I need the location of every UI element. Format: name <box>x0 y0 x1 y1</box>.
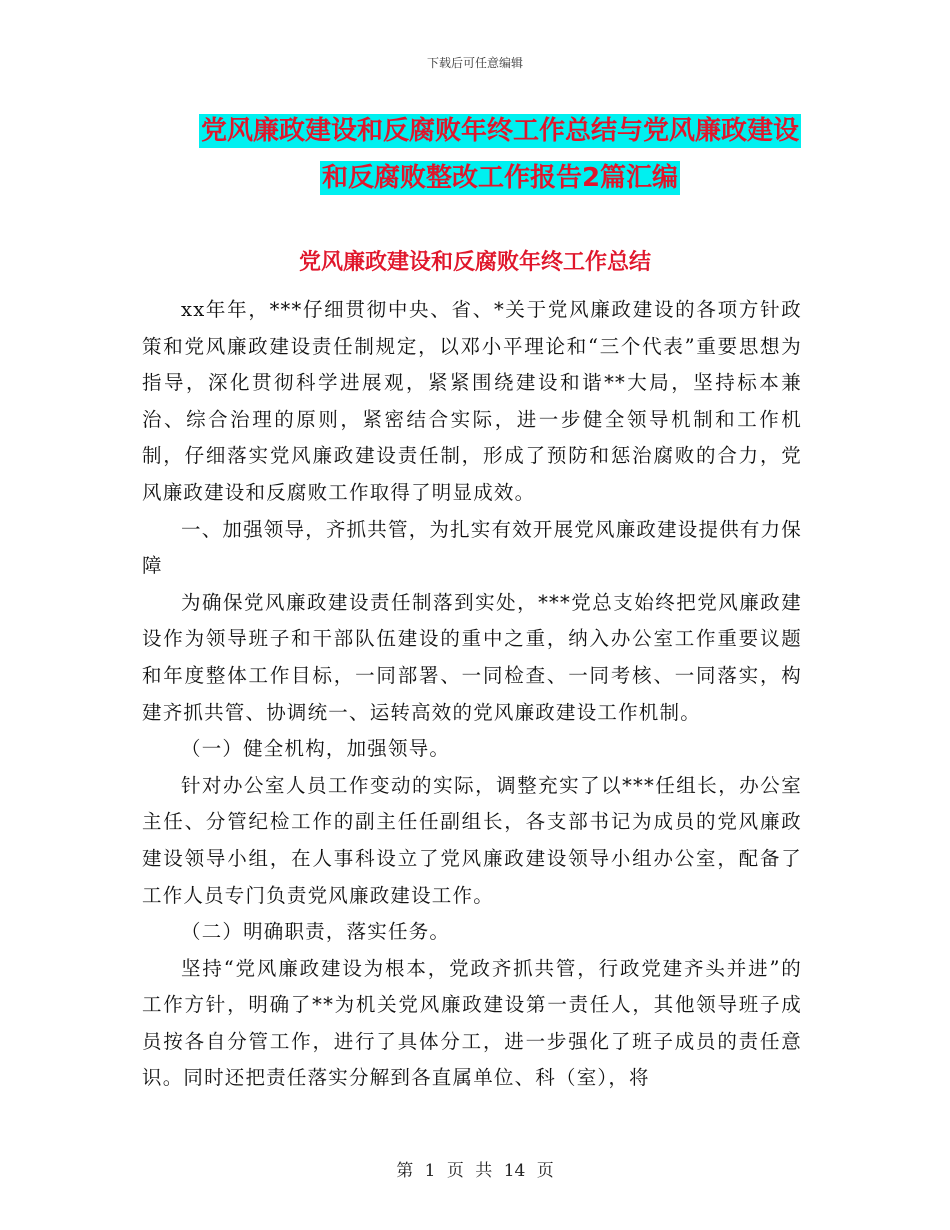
paragraph-heading-1: 一、加强领导，齐抓共管，为扎实有效开展党风廉政建设提供有力保障 <box>142 517 803 578</box>
paragraph-body-2: 针对办公室人员工作变动的实际，调整充实了以***任组长，办公室主任、分管纪检工作的副主任任副组长，各支部书记为成员的党风廉政建设领导小组，在人事科设立了党风廉政建设领导小组办公室，配备了工作人员专门负责党风廉政建设工作。 <box>142 773 802 907</box>
document-title-line-2: 和反腐败整改工作报告2篇汇编 <box>321 163 679 193</box>
section-title: 党风廉政建设和反腐败年终工作总结 <box>298 250 651 275</box>
document-body <box>142 292 802 1097</box>
page-header-note: 下载后可任意编辑 <box>426 56 523 70</box>
paragraph-subheading-2: （二）明确职责，落实任务。 <box>181 920 451 944</box>
document-title-line-1: 党风廉政建设和反腐败年终工作总结与党风廉政建设 <box>200 116 799 146</box>
paragraph-body-1: 为确保党风廉政建设责任制落到实处，***党总支始终把党风廉政建设作为领导班子和干部队伍建设的重中之重，纳入办公室工作重要议题和年度整体工作目标，一同部署、一同检查、一同考核、一同落实，构建齐抓共管、协调统一、运转高效的党风廉政建设工作机制。 <box>142 590 802 724</box>
paragraph-body-3: 坚持“党风廉政建设为根本，党政齐抓共管，行政党建齐头并进”的工作方针，明确了**为机关党风廉政建设第一责任人，其他领导班子成员按各自分管工作，进行了具体分工，进一步强化了班子成员的责任意识。同时还把责任落实分解到各直属单位、科（室），将 <box>142 956 802 1090</box>
paragraph-intro: xx年年，***仔细贯彻中央、省、*关于党风廉政建设的各项方针政策和党风廉政建设责任制规定，以邓小平理论和“三个代表”重要思想为指导，深化贯彻科学进展观，紧紧围绕建设和谐**大局，坚持标本兼治、综合治理的原则，紧密结合实际，进一步健全领导机制和工作机制，仔细落实党风廉政建设责任制，形成了预防和惩治腐败的合力，党风廉政建设和反腐败工作取得了明显成效。 <box>142 298 802 504</box>
document-title <box>150 108 850 202</box>
paragraph-subheading-1: （一）健全机构，加强领导。 <box>181 737 451 761</box>
page-number-footer: 第 1 页 共 14 页 <box>396 1161 554 1181</box>
